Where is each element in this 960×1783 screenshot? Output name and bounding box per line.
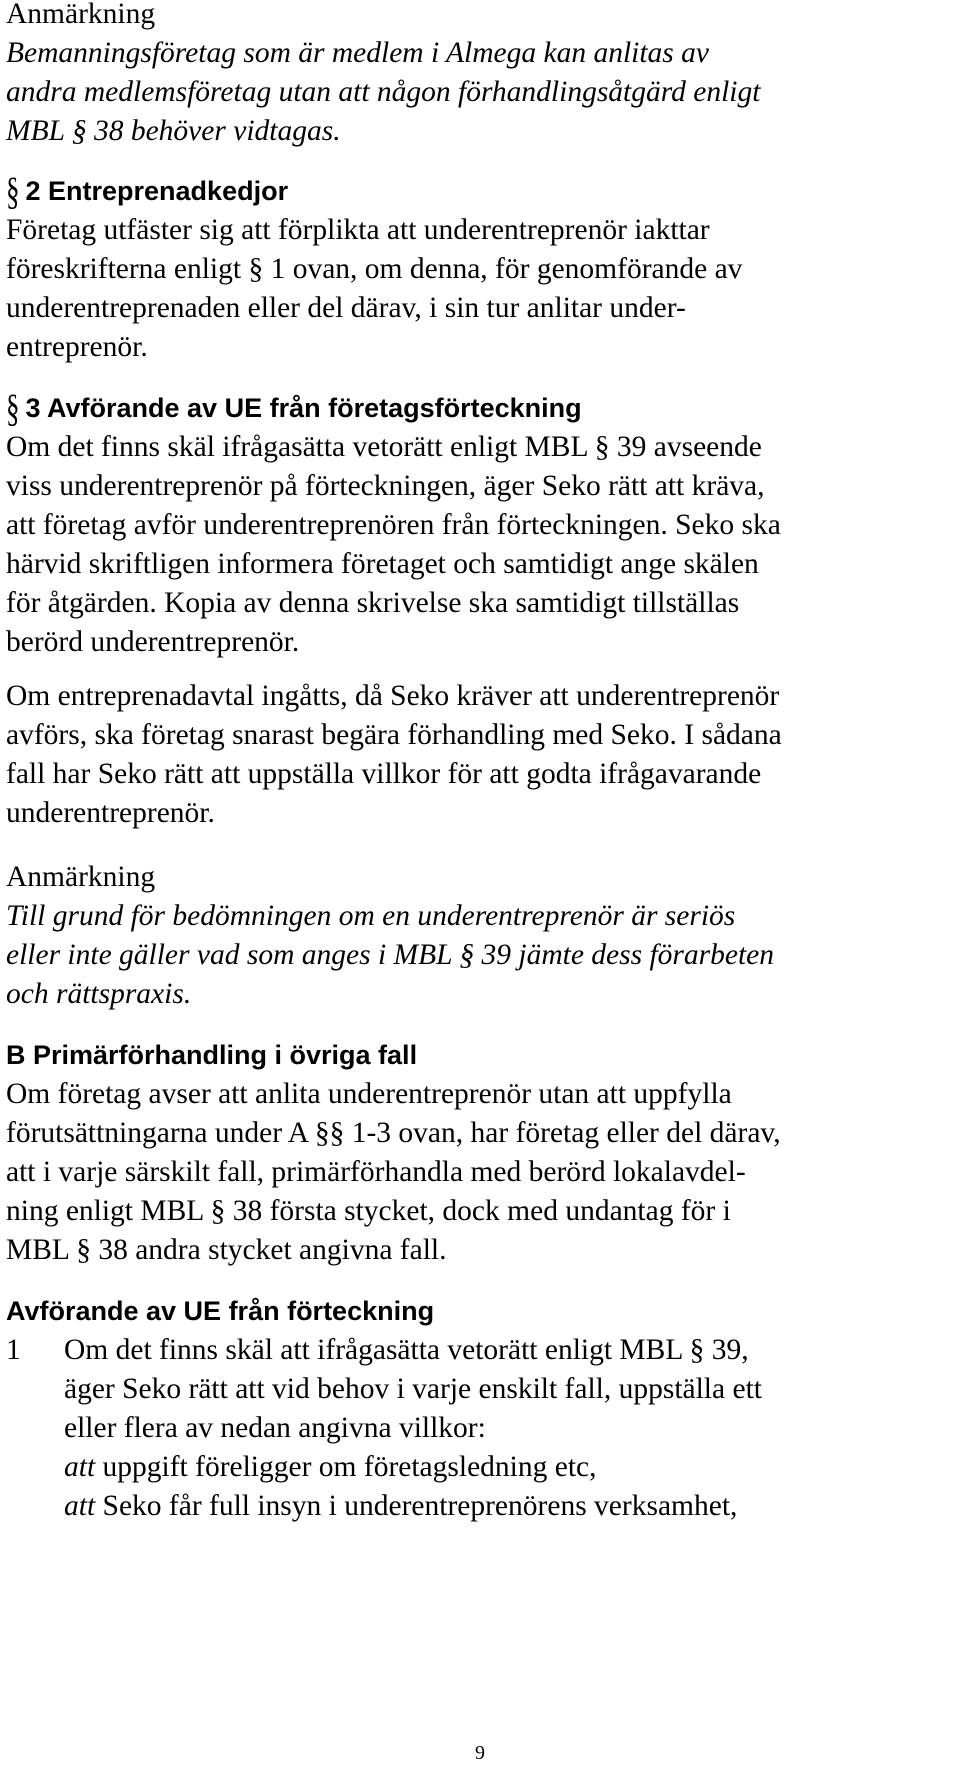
note-heading: Anmärkning <box>6 861 156 893</box>
section-heading: Avförande av UE från förteckning <box>6 1296 435 1326</box>
paragraph-line: berörd underentreprenör. <box>6 626 300 658</box>
section-avforande-forteckning <box>6 1292 956 1526</box>
paragraph-line: Företag utfäster sig att förplikta att underentreprenör iakttar <box>6 214 710 246</box>
page-number: 9 <box>475 1742 485 1764</box>
paragraph-line: Till grund för bedömningen om en underentreprenör är seriös <box>6 900 736 932</box>
paragraph-line: eller flera av nedan angivna villkor: <box>64 1412 486 1444</box>
note-block-1 <box>6 0 956 151</box>
section-entreprenadkedjor <box>6 169 956 367</box>
note-block-2 <box>6 858 956 1014</box>
paragraph-line: entreprenör. <box>6 331 148 363</box>
section-heading: B Primärförhandling i övriga fall <box>6 1040 418 1070</box>
paragraph-line: för åtgärden. Kopia av denna skrivelse ska samtidigt tillställas <box>6 587 740 619</box>
att-clause-text: Seko får full insyn i underentreprenörens verksamhet, <box>102 1490 738 1522</box>
section-sign-icon: § <box>6 386 20 430</box>
section-sign-icon: § <box>6 169 20 213</box>
paragraph-line: föreskrifterna enligt § 1 ovan, om denna, för genomförande av <box>6 253 743 285</box>
paragraph-line: avförs, ska företag snarast begära förhandling med Seko. I sådana <box>6 719 782 751</box>
section-heading <box>6 169 956 213</box>
paragraph-line: Om det finns skäl ifrågasätta vetorätt enligt MBL § 39 avseende <box>6 431 762 463</box>
paragraph-line: Om det finns skäl att ifrågasätta vetorätt enligt MBL § 39, <box>64 1334 749 1366</box>
paragraph-line: underentreprenaden eller del därav, i sin tur anlitar under- <box>6 292 686 324</box>
paragraph-line: Om företag avser att anlita underentreprenör utan att uppfylla <box>6 1078 732 1110</box>
paragraph-line: förutsättningarna under A §§ 1-3 ovan, har företag eller del därav, <box>6 1117 781 1149</box>
paragraph-line: härvid skriftligen informera företaget och samtidigt ange skälen <box>6 548 759 580</box>
list-item-number: 1 <box>6 1334 21 1366</box>
paragraph-line: andra medlemsföretag utan att någon förhandlingsåtgärd enligt <box>6 76 761 108</box>
att-clause-line <box>64 1487 762 1526</box>
att-keyword: att <box>64 1451 96 1483</box>
section-avforande-foretagsforteckning <box>6 386 956 662</box>
paragraph-line: fall har Seko rätt att uppställa villkor för att godta ifrågavarande <box>6 758 762 790</box>
section-heading-text: 3 Avförande av UE från företagsförteckning <box>25 393 582 423</box>
paragraph-line: Om entreprenadavtal ingåtts, då Seko kräver att underentreprenör <box>6 680 780 712</box>
paragraph-line: och rättspraxis. <box>6 978 192 1010</box>
paragraph-line: eller inte gäller vad som anges i MBL § 39 jämte dess förarbeten <box>6 939 775 971</box>
paragraph-line: underentreprenör. <box>6 797 215 829</box>
list-item <box>64 1331 762 1526</box>
section-heading <box>6 386 956 430</box>
paragraph-line: att i varje särskilt fall, primärförhandla med berörd lokalavdel- <box>6 1156 746 1188</box>
section-primarforhandling <box>6 1036 956 1270</box>
att-keyword: att <box>64 1490 96 1522</box>
paragraph-line: ning enligt MBL § 38 första stycket, dock med undantag för i <box>6 1195 731 1227</box>
paragraph-line: att företag avför underentreprenören från förteckningen. Seko ska <box>6 509 781 541</box>
paragraph-line: viss underentreprenör på förteckningen, äger Seko rätt att kräva, <box>6 470 765 502</box>
paragraph-line: Bemanningsföretag som är medlem i Almega kan anlitas av <box>6 37 710 69</box>
section-heading-text: 2 Entreprenadkedjor <box>25 176 289 206</box>
paragraph-line: äger Seko rätt att vid behov i varje enskilt fall, uppställa ett <box>64 1373 762 1405</box>
att-clause-line <box>64 1448 762 1487</box>
paragraph-entreprenadavtal <box>6 677 956 833</box>
paragraph-line: MBL § 38 andra stycket angivna fall. <box>6 1234 447 1266</box>
paragraph-line: MBL § 38 behöver vidtagas. <box>6 115 341 147</box>
note-heading: Anmärkning <box>6 0 156 30</box>
att-clause-text: uppgift föreligger om företagsledning etc, <box>102 1451 597 1483</box>
